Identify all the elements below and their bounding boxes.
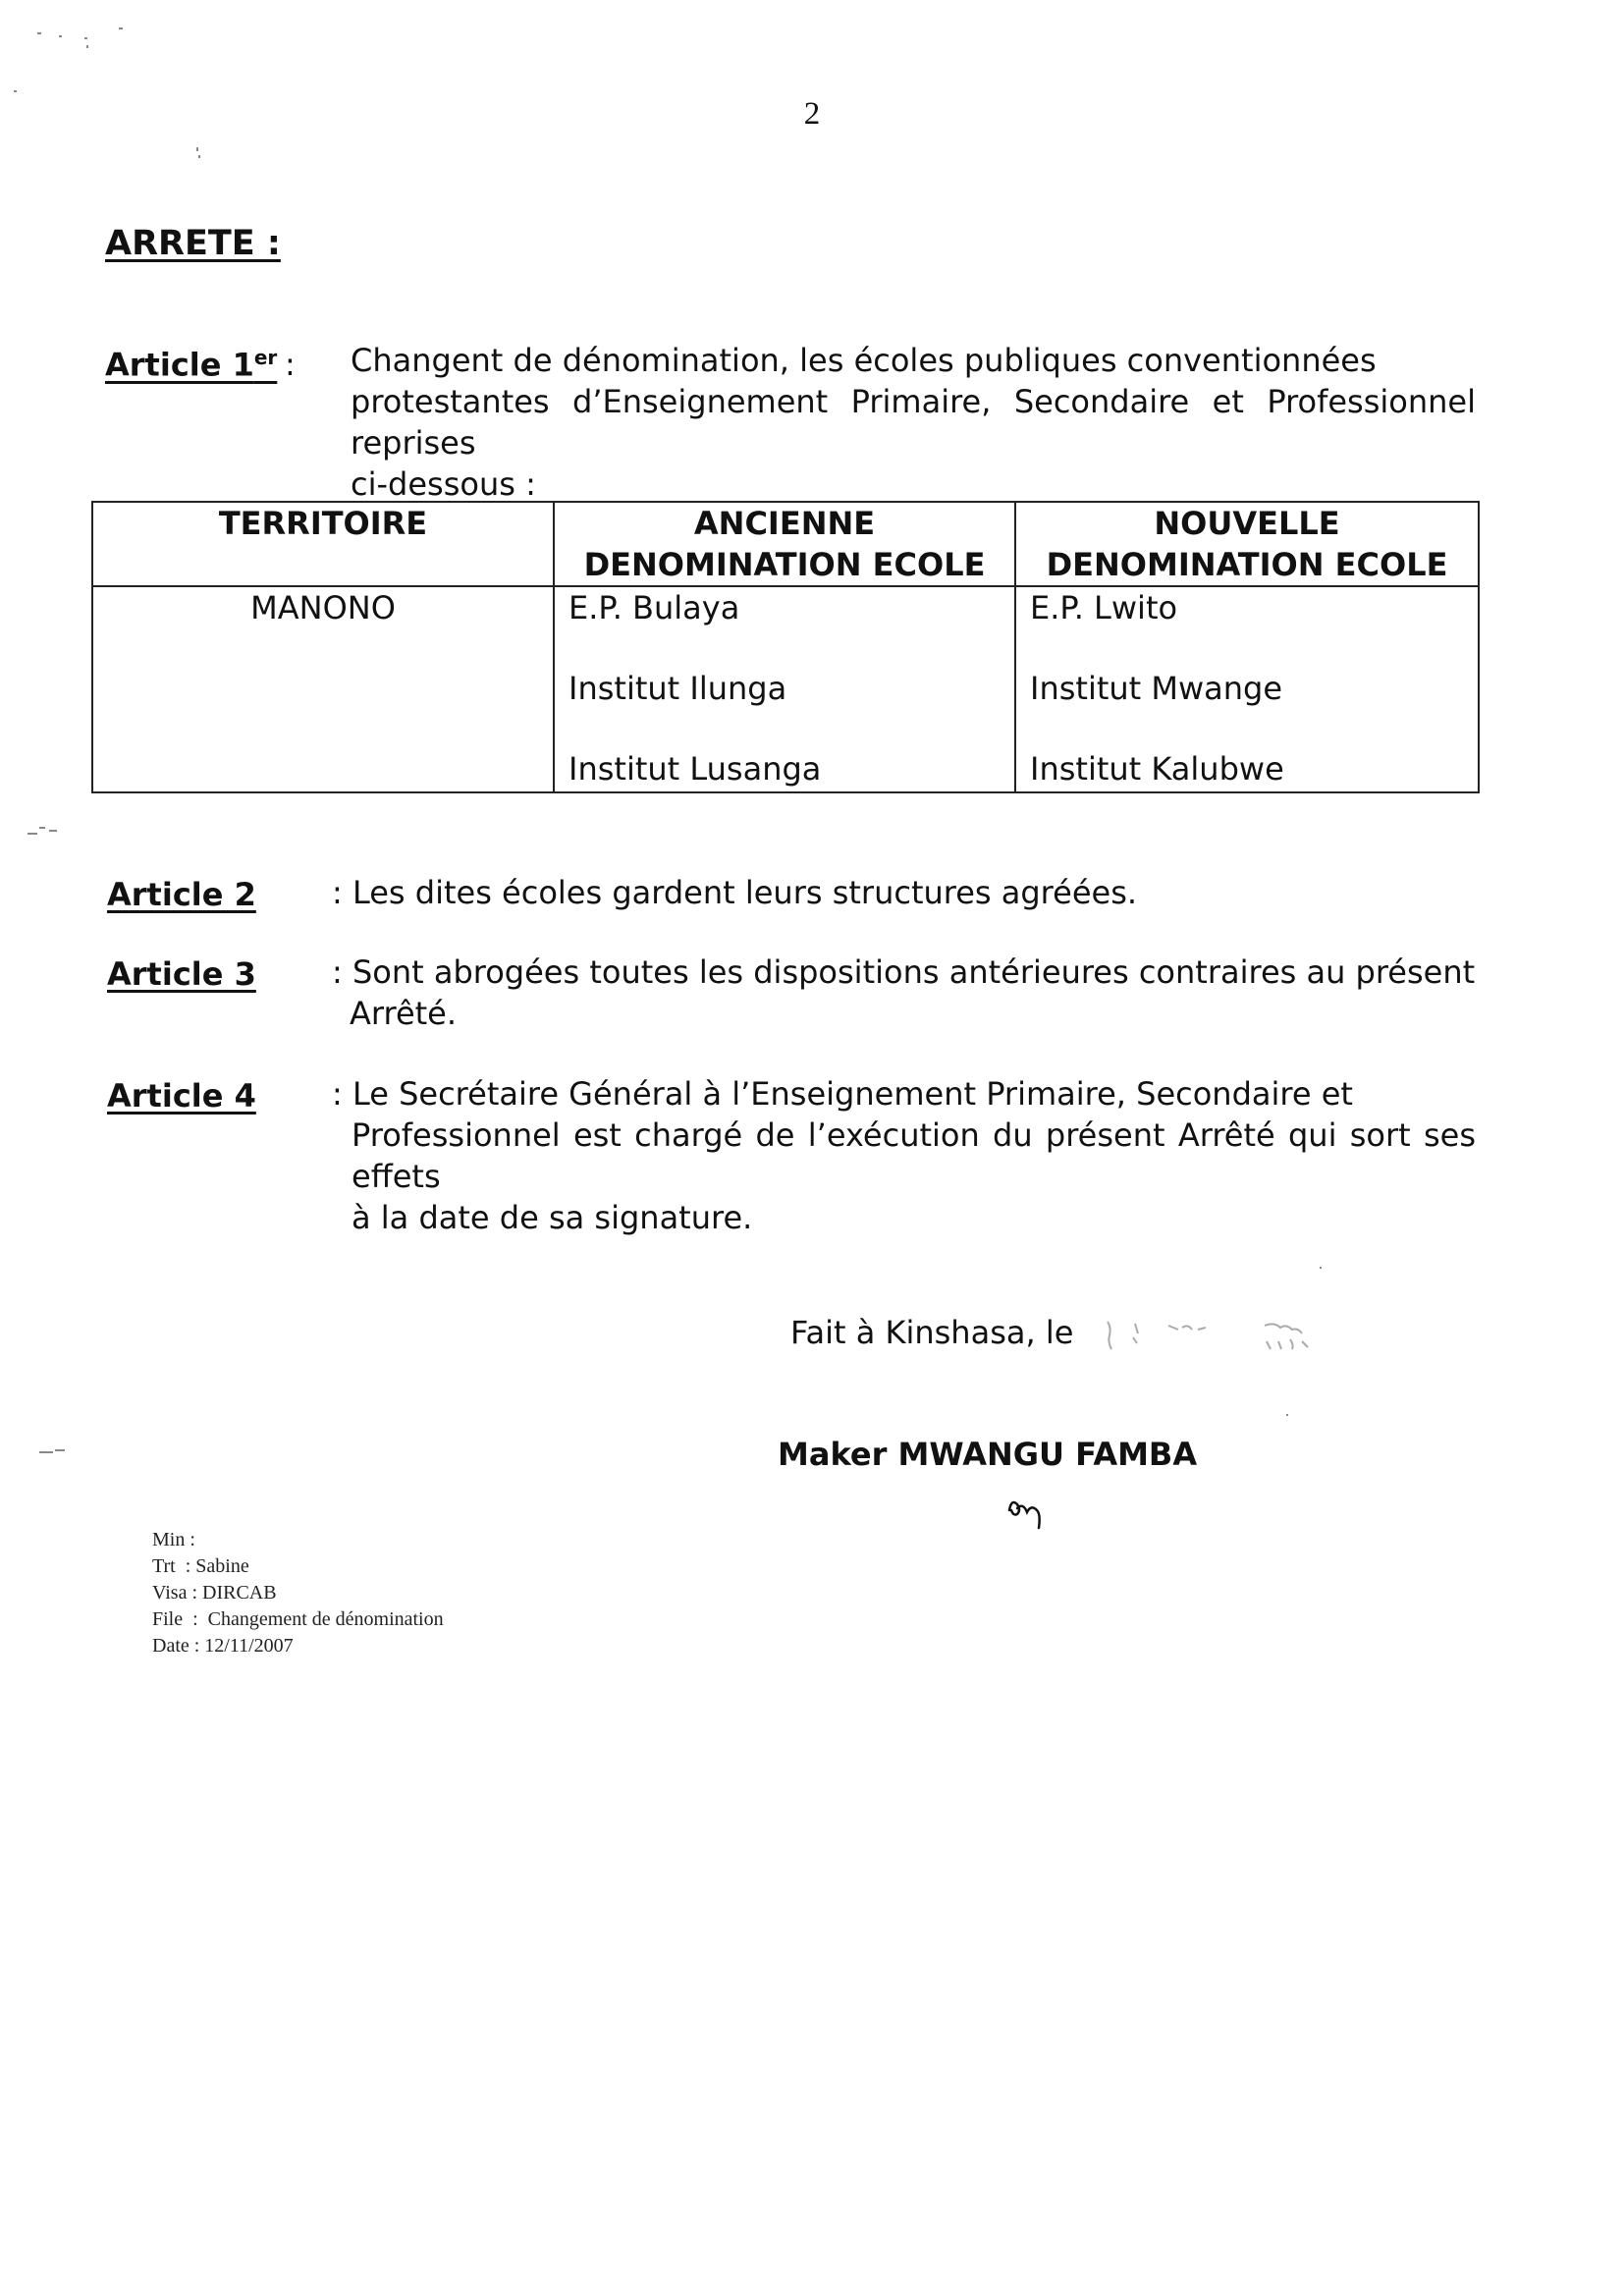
schools-table <box>91 501 1480 793</box>
article-3-text <box>332 952 1476 1034</box>
article-1-line: Changent de dénomination, les écoles publiques conventionnées <box>351 342 1377 379</box>
header-ancienne <box>554 502 1015 586</box>
article-4-text <box>332 1073 1476 1238</box>
header-line: ANCIENNE <box>693 505 876 542</box>
header-territoire <box>92 502 554 586</box>
table-header-row <box>92 502 1479 586</box>
header-line: DENOMINATION ECOLE <box>1046 546 1448 583</box>
header-nouvelle <box>1015 502 1479 586</box>
article-1-line: protestantes d’Enseignement Primaire, Secondaire et Professionnel reprises <box>351 383 1476 462</box>
nouvelle-school: Institut Mwange <box>1030 670 1283 707</box>
article-2-text <box>332 872 1476 913</box>
article-1-label-text: Article 1 <box>105 346 254 384</box>
page-number: 2 <box>803 96 821 132</box>
header-line: TERRITOIRE <box>218 505 428 542</box>
ancienne-cell <box>554 586 1015 792</box>
article-2-label: Article 2 <box>107 876 256 913</box>
table-row <box>92 586 1479 792</box>
article-4-line: : Le Secrétaire Général à l’Enseignement Primaire, Secondaire et <box>332 1075 1353 1113</box>
article-1-label <box>105 346 277 384</box>
territoire-value: MANONO <box>250 589 396 626</box>
article-3-label: Article 3 <box>107 955 256 993</box>
ancienne-school: E.P. Bulaya <box>568 589 740 626</box>
meta-line: Trt : Sabine <box>152 1555 249 1577</box>
header-line: NOUVELLE <box>1154 505 1340 542</box>
header-line: DENOMINATION ECOLE <box>583 546 986 583</box>
article-1-label-sup: er <box>253 346 278 369</box>
place-date: Fait à Kinshasa, le <box>790 1314 1074 1351</box>
signatory-name: Maker MWANGU FAMBA <box>778 1436 1198 1473</box>
article-3-line: : Sont abrogées toutes les dispositions antérieures contraires au présent <box>332 953 1476 991</box>
meta-line: Date : 12/11/2007 <box>152 1635 294 1657</box>
nouvelle-cell <box>1015 586 1479 792</box>
nouvelle-school: Institut Kalubwe <box>1030 750 1284 788</box>
territoire-cell <box>92 586 554 792</box>
ancienne-school: Institut Ilunga <box>568 670 787 707</box>
file-metadata <box>152 1527 444 1659</box>
article-1-text <box>351 340 1476 505</box>
article-1-line: ci-dessous : <box>351 465 536 503</box>
handwritten-initials <box>1000 1489 1058 1538</box>
article-4-line: Professionnel est chargé de l’exécution du présent Arrêté qui sort ses effets <box>352 1116 1476 1195</box>
article-4-label: Article 4 <box>107 1077 256 1115</box>
meta-line: File : Changement de dénomination <box>152 1608 444 1630</box>
article-4-line: à la date de sa signature. <box>352 1199 753 1236</box>
article-2-line: : Les dites écoles gardent leurs structures agréées. <box>332 874 1138 911</box>
nouvelle-school: E.P. Lwito <box>1030 589 1178 626</box>
meta-line: Visa : DIRCAB <box>152 1582 277 1604</box>
meta-line: Min : <box>152 1529 195 1550</box>
decree-heading: ARRETE : <box>105 224 281 263</box>
faded-date-stamp <box>1090 1314 1365 1373</box>
ancienne-school: Institut Lusanga <box>568 750 822 788</box>
article-3-line: Arrêté. <box>350 995 458 1032</box>
article-1-colon: : <box>285 346 296 383</box>
